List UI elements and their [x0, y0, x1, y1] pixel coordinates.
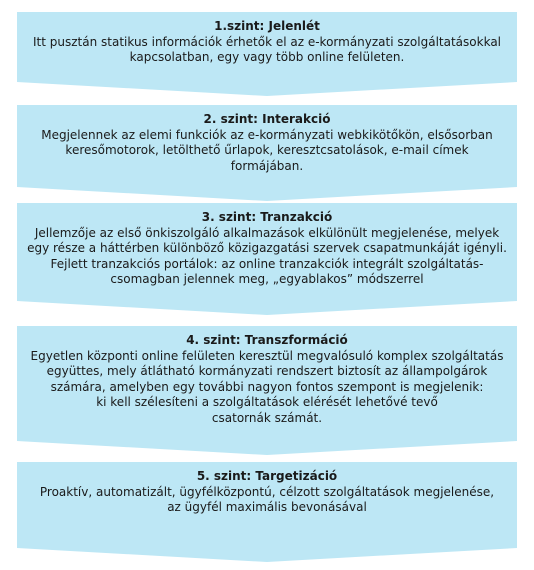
level-4-box	[17, 326, 517, 441]
level-5-box	[17, 462, 517, 548]
level-2-description: Megjelennek az elemi funkciók az e-kormányzati webkikötőkön, elsősorban keresőmotorok, letölthető űrlapok, keresztcsatolások, e-mail címek formájában.	[41, 127, 493, 173]
level-4-title: 4. szint: Transzformáció	[186, 333, 348, 347]
level-2-box	[17, 105, 517, 187]
level-1-box	[17, 12, 517, 82]
level-1-description: Itt pusztán statikus információk érhetők el az e-kormányzati szolgáltatásokkal kapcsolatban, egy vagy több online felületen.	[33, 34, 501, 64]
level-4-description: Egyetlen központi online felületen keresztül megvalósuló komplex szolgáltatás együttes, mely átlátható kormányzati rendszert biztosít az állampolgárok számára, amelyben egy további nagyon fontos szempont is megjelenik: ki kell szélesíteni a szolgáltatások elérését lehetővé tevő csatornák számát.	[30, 348, 504, 425]
level-5-description: Proaktív, automatizált, ügyfélközpontú, célzott szolgáltatások megjelenése, az ügyfél maximális bevonásával	[39, 484, 495, 514]
level-2-title: 2. szint: Interakció	[203, 112, 331, 126]
level-1-title: 1.szint: Jelenlét	[214, 19, 320, 33]
level-2-arrow	[17, 187, 517, 201]
level-3-arrow	[17, 301, 517, 315]
level-1-arrow	[17, 82, 517, 96]
level-3-title: 3. szint: Tranzakció	[201, 210, 333, 224]
level-3-description: Jellemzője az első önkiszolgáló alkalmazások elkülönült megjelenése, melyek egy része a háttérben különböző közigazgatási szervek csapatmunkáját igényli. Fejlett tranzakciós portálok: az online tranzakciók integrált szolgáltatás- csomagban jelennek meg, „egyablakos” módszerrel	[27, 225, 507, 286]
level-5-arrow	[17, 548, 517, 562]
level-4-arrow	[17, 441, 517, 455]
level-5-title: 5. szint: Targetizáció	[196, 469, 338, 483]
level-3-box	[17, 203, 517, 301]
